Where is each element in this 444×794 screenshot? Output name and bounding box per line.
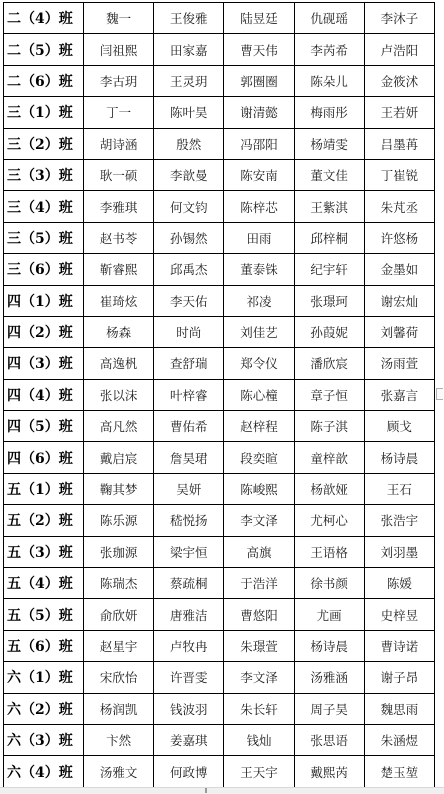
student-name-cell: 崔琦炫 [84, 285, 154, 316]
student-name-cell: 时尚 [154, 316, 224, 347]
class-label-cell: 五（3）班 [4, 536, 84, 567]
table-row [4, 65, 435, 96]
student-name-cell: 尤柯心 [294, 505, 364, 536]
student-name-cell: 汤雨萱 [364, 348, 434, 379]
student-name-cell: 丁崔锐 [364, 159, 434, 190]
student-name-cell: 朱涵煜 [364, 724, 434, 755]
page-edge-marker [436, 388, 443, 400]
table-row [4, 379, 435, 410]
table-row [4, 568, 435, 599]
student-name-cell: 李沐子 [364, 3, 434, 34]
class-label-cell: 四（3）班 [4, 348, 84, 379]
student-name-cell: 王天宇 [224, 756, 294, 787]
class-label-cell: 六（4）班 [4, 756, 84, 787]
student-name-cell: 殷然 [154, 128, 224, 159]
table-row [4, 536, 435, 567]
student-name-cell: 李文泽 [224, 505, 294, 536]
student-name-cell: 王语格 [294, 536, 364, 567]
student-name-cell: 朱芃丞 [364, 191, 434, 222]
student-name-cell: 汤雅文 [84, 756, 154, 787]
student-name-cell: 陈叶昊 [154, 97, 224, 128]
student-name-cell: 耿一硕 [84, 159, 154, 190]
student-name-cell: 楚玉堃 [364, 756, 434, 787]
student-name-cell: 王灵玥 [154, 65, 224, 96]
student-name-cell: 吕墨苒 [364, 128, 434, 159]
student-name-cell: 汤雅涵 [294, 662, 364, 693]
table-row [4, 3, 435, 34]
student-name-cell: 卢浩阳 [364, 34, 434, 65]
table-row [4, 662, 435, 693]
student-name-cell: 周子昊 [294, 693, 364, 724]
student-name-cell: 陈心橦 [224, 379, 294, 410]
class-label-cell: 二（4）班 [4, 3, 84, 34]
student-name-cell: 高凡然 [84, 411, 154, 442]
table-row [4, 316, 435, 347]
student-name-cell: 赵梓程 [224, 411, 294, 442]
table-row [4, 159, 435, 190]
student-name-cell: 金筱沭 [364, 65, 434, 96]
student-name-cell: 张浩宇 [364, 505, 434, 536]
student-name-cell: 张珈源 [84, 536, 154, 567]
student-name-cell: 姜嘉琪 [154, 724, 224, 755]
student-name-cell: 杨森 [84, 316, 154, 347]
table-row [4, 191, 435, 222]
student-name-cell: 纪宇轩 [294, 254, 364, 285]
table-row [4, 505, 435, 536]
student-name-cell: 陈瑞杰 [84, 568, 154, 599]
student-name-cell: 胡诗涵 [84, 128, 154, 159]
student-name-cell: 叶梓睿 [154, 379, 224, 410]
student-name-cell: 吴妍 [154, 473, 224, 504]
class-label-cell: 六（1）班 [4, 662, 84, 693]
student-name-cell: 段奕暄 [224, 442, 294, 473]
class-label-cell: 四（6）班 [4, 442, 84, 473]
student-name-cell: 陈朵儿 [294, 65, 364, 96]
student-name-cell: 章子恒 [294, 379, 364, 410]
scrollbar-thumb-marker[interactable] [205, 788, 207, 793]
student-name-cell: 陈乐源 [84, 505, 154, 536]
class-label-cell: 二（6）班 [4, 65, 84, 96]
student-name-cell: 于浩洋 [224, 568, 294, 599]
student-name-cell: 田雨 [224, 222, 294, 253]
student-name-cell: 魏思雨 [364, 693, 434, 724]
student-name-cell: 刘馨荷 [364, 316, 434, 347]
student-name-cell: 邱梓桐 [294, 222, 364, 253]
class-label-cell: 三（2）班 [4, 128, 84, 159]
student-name-cell: 王紫淇 [294, 191, 364, 222]
table-row [4, 285, 435, 316]
table-body [4, 3, 435, 788]
student-name-cell: 宋欣怡 [84, 662, 154, 693]
student-name-cell: 徐书颜 [294, 568, 364, 599]
student-name-cell: 许晋雯 [154, 662, 224, 693]
class-name-table [3, 2, 435, 788]
student-name-cell: 陆昱廷 [224, 3, 294, 34]
class-label-cell: 三（6）班 [4, 254, 84, 285]
class-label-cell: 五（5）班 [4, 599, 84, 630]
table-row [4, 756, 435, 787]
student-name-cell: 冯邵阳 [224, 128, 294, 159]
student-name-cell: 朱璟萱 [224, 630, 294, 661]
student-name-cell: 曹悠阳 [224, 599, 294, 630]
student-name-cell: 谢清懿 [224, 97, 294, 128]
student-name-cell: 郑令仪 [224, 348, 294, 379]
student-name-cell: 杨诗晨 [294, 630, 364, 661]
student-name-cell: 靳睿熙 [84, 254, 154, 285]
class-label-cell: 三（4）班 [4, 191, 84, 222]
student-name-cell: 梅雨彤 [294, 97, 364, 128]
table-row [4, 599, 435, 630]
student-name-cell: 卞然 [84, 724, 154, 755]
student-name-cell: 何政博 [154, 756, 224, 787]
student-name-cell: 祁凌 [224, 285, 294, 316]
student-name-cell: 孙锡然 [154, 222, 224, 253]
student-name-cell: 赵星宇 [84, 630, 154, 661]
class-label-cell: 六（3）班 [4, 724, 84, 755]
student-name-cell: 王若妍 [364, 97, 434, 128]
student-name-cell: 闫祖熙 [84, 34, 154, 65]
student-name-cell: 田家嘉 [154, 34, 224, 65]
student-name-cell: 戴熙芮 [294, 756, 364, 787]
student-name-cell: 仇砚瑶 [294, 3, 364, 34]
class-label-cell: 五（1）班 [4, 473, 84, 504]
student-name-cell: 潘欣宸 [294, 348, 364, 379]
student-name-cell: 杨润凯 [84, 693, 154, 724]
student-name-cell: 李歆曼 [154, 159, 224, 190]
student-name-cell: 詹昊珺 [154, 442, 224, 473]
table-row [4, 34, 435, 65]
table-row [4, 724, 435, 755]
table-row [4, 254, 435, 285]
student-name-cell: 魏一 [84, 3, 154, 34]
student-name-cell: 李芮希 [294, 34, 364, 65]
student-name-cell: 曹佑希 [154, 411, 224, 442]
student-name-cell: 陈安南 [224, 159, 294, 190]
student-name-cell: 谢宏灿 [364, 285, 434, 316]
student-name-cell: 丁一 [84, 97, 154, 128]
table-row [4, 348, 435, 379]
student-name-cell: 许悠杨 [364, 222, 434, 253]
table-row [4, 97, 435, 128]
student-name-cell: 朱长轩 [224, 693, 294, 724]
student-name-cell: 卢牧冉 [154, 630, 224, 661]
student-name-cell: 李雅琪 [84, 191, 154, 222]
student-name-cell: 嵇悦扬 [154, 505, 224, 536]
student-name-cell: 何文钧 [154, 191, 224, 222]
class-label-cell: 五（6）班 [4, 630, 84, 661]
student-name-cell: 高旗 [224, 536, 294, 567]
table-row [4, 630, 435, 661]
student-name-cell: 陈峻熙 [224, 473, 294, 504]
student-name-cell: 李古玥 [84, 65, 154, 96]
student-name-cell: 俞欣妍 [84, 599, 154, 630]
student-name-cell: 董泰铢 [224, 254, 294, 285]
student-name-cell: 孙葭妮 [294, 316, 364, 347]
class-label-cell: 四（5）班 [4, 411, 84, 442]
class-label-cell: 二（5）班 [4, 34, 84, 65]
student-name-cell: 童梓歆 [294, 442, 364, 473]
table-row [4, 411, 435, 442]
class-label-cell: 六（2）班 [4, 693, 84, 724]
student-name-cell: 杨歆娅 [294, 473, 364, 504]
student-name-cell: 鞠其梦 [84, 473, 154, 504]
student-name-cell: 郭圈圈 [224, 65, 294, 96]
student-name-cell: 张思语 [294, 724, 364, 755]
class-label-cell: 四（4）班 [4, 379, 84, 410]
student-name-cell: 邱禹杰 [154, 254, 224, 285]
student-name-cell: 王石 [364, 473, 434, 504]
student-name-cell: 董文佳 [294, 159, 364, 190]
student-name-cell: 钱波羽 [154, 693, 224, 724]
student-name-cell: 张以沫 [84, 379, 154, 410]
class-name-table-sheet [3, 2, 434, 788]
student-name-cell: 曹诗诺 [364, 630, 434, 661]
student-name-cell: 刘佳艺 [224, 316, 294, 347]
student-name-cell: 钱灿 [224, 724, 294, 755]
class-label-cell: 五（2）班 [4, 505, 84, 536]
student-name-cell: 陈子淇 [294, 411, 364, 442]
student-name-cell: 查舒瑞 [154, 348, 224, 379]
class-label-cell: 五（4）班 [4, 568, 84, 599]
student-name-cell: 杨靖雯 [294, 128, 364, 159]
student-name-cell: 蔡疏桐 [154, 568, 224, 599]
student-name-cell: 赵书苓 [84, 222, 154, 253]
class-label-cell: 四（2）班 [4, 316, 84, 347]
student-name-cell: 陈媛 [364, 568, 434, 599]
class-label-cell: 三（3）班 [4, 159, 84, 190]
student-name-cell: 戴启宸 [84, 442, 154, 473]
class-label-cell: 四（1）班 [4, 285, 84, 316]
table-row [4, 128, 435, 159]
table-row [4, 473, 435, 504]
class-label-cell: 三（5）班 [4, 222, 84, 253]
student-name-cell: 王俊雅 [154, 3, 224, 34]
student-name-cell: 杨诗晨 [364, 442, 434, 473]
student-name-cell: 高逸杋 [84, 348, 154, 379]
student-name-cell: 张嘉言 [364, 379, 434, 410]
student-name-cell: 尤画 [294, 599, 364, 630]
student-name-cell: 史梓昱 [364, 599, 434, 630]
student-name-cell: 谢子昂 [364, 662, 434, 693]
student-name-cell: 梁宇恒 [154, 536, 224, 567]
student-name-cell: 金墨如 [364, 254, 434, 285]
student-name-cell: 唐雅洁 [154, 599, 224, 630]
student-name-cell: 曹天伟 [224, 34, 294, 65]
student-name-cell: 刘羽墨 [364, 536, 434, 567]
class-label-cell: 三（1）班 [4, 97, 84, 128]
student-name-cell: 陈梓芯 [224, 191, 294, 222]
table-row [4, 442, 435, 473]
student-name-cell: 李天佑 [154, 285, 224, 316]
student-name-cell: 张璟珂 [294, 285, 364, 316]
table-row [4, 222, 435, 253]
student-name-cell: 顾戈 [364, 411, 434, 442]
table-row [4, 693, 435, 724]
student-name-cell: 李文泽 [224, 662, 294, 693]
